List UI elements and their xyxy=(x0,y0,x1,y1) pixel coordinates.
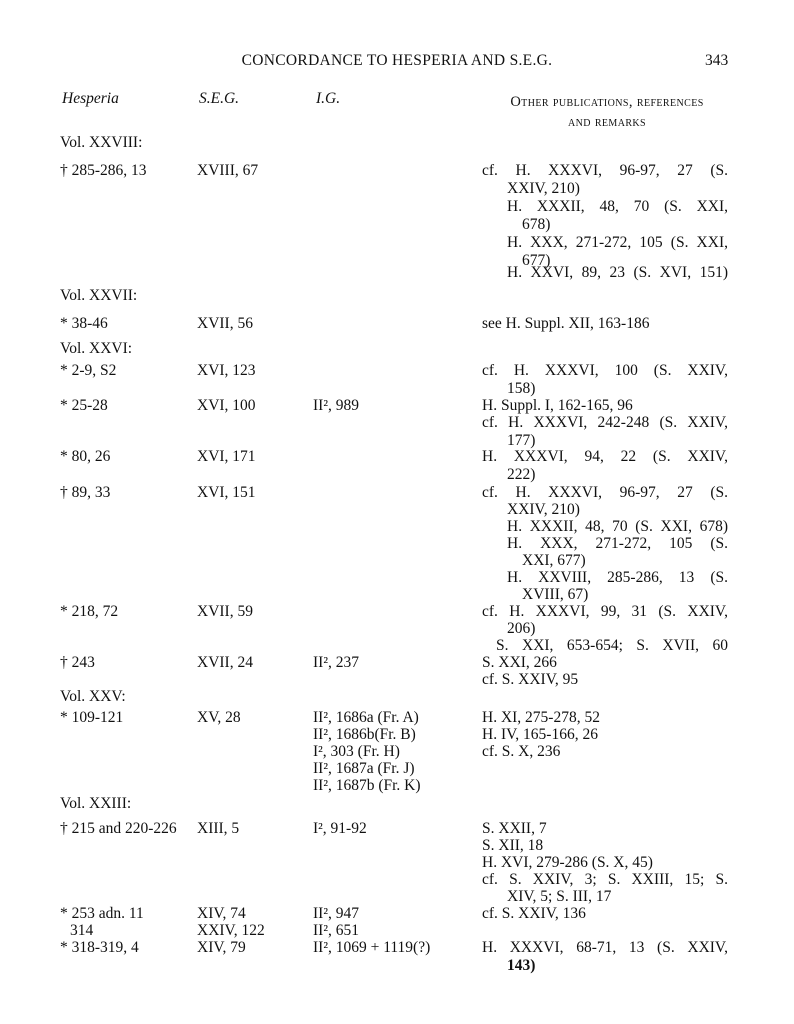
other-ref: cf. S. XXIV, 95 xyxy=(482,671,579,688)
hesperia-ref: * 25-28 xyxy=(60,397,108,414)
ig-ref: II², 1686b(Fr. B) xyxy=(313,726,416,743)
other-ref: H. XXXII, 48, 70 (S. XXI, xyxy=(507,198,728,215)
seg-ref: XIV, 79 xyxy=(197,939,246,956)
volume-heading: Vol. XXVIII: xyxy=(60,134,143,151)
other-ref: H. XXXII, 48, 70 (S. XXI, 678) xyxy=(507,518,728,535)
other-ref: H. XXVI, 89, 23 (S. XVI, 151) xyxy=(507,264,728,281)
other-ref: cf. H. XXXVI, 242-248 (S. XXIV, xyxy=(482,414,728,431)
other-ref: XIV, 5; S. III, 17 xyxy=(507,888,612,905)
column-header-seg: S.E.G. xyxy=(199,90,240,107)
other-ref: 678) xyxy=(522,216,551,233)
other-ref: XXI, 677) xyxy=(522,552,586,569)
seg-ref: XVI, 171 xyxy=(197,448,256,465)
seg-ref: XIII, 5 xyxy=(197,820,240,837)
hesperia-ref: † 285-286, 13 xyxy=(60,162,147,179)
ig-ref: II², 1687b (Fr. K) xyxy=(313,777,421,794)
ig-ref: I², 303 (Fr. H) xyxy=(313,743,400,760)
column-header-hesperia: Hesperia xyxy=(62,90,119,107)
ig-ref: II², 1069 + 1119(?) xyxy=(313,939,431,956)
other-ref: cf. H. XXXVI, 100 (S. XXIV, xyxy=(482,362,728,379)
column-header-ig: I.G. xyxy=(316,90,341,107)
volume-heading: Vol. XXVII: xyxy=(60,287,138,304)
hesperia-ref: * 80, 26 xyxy=(60,448,111,465)
seg-ref: XIV, 74 xyxy=(197,905,246,922)
other-ref: 143) xyxy=(507,957,536,974)
other-ref: S. XXII, 7 xyxy=(482,820,547,837)
ig-ref: II², 1687a (Fr. J) xyxy=(313,760,415,777)
other-ref: H. XXXVI, 94, 22 (S. XXIV, xyxy=(482,448,728,465)
ig-ref: II², 651 xyxy=(313,922,359,939)
seg-ref: XVI, 151 xyxy=(197,484,256,501)
other-ref: H. XXX, 271-272, 105 (S. xyxy=(507,535,728,552)
other-ref: see H. Suppl. XII, 163-186 xyxy=(482,315,650,332)
volume-heading: Vol. XXVI: xyxy=(60,340,133,357)
volume-heading: Vol. XXV: xyxy=(60,688,126,705)
seg-ref: XVII, 59 xyxy=(197,603,253,620)
other-ref: 158) xyxy=(507,380,536,397)
other-ref: XVIII, 67) xyxy=(522,586,589,603)
seg-ref: XVI, 100 xyxy=(197,397,256,414)
other-ref: 206) xyxy=(507,620,536,637)
other-ref: XXIV, 210) xyxy=(507,180,580,197)
seg-ref: XVII, 24 xyxy=(197,654,253,671)
other-ref: H. XXVIII, 285-286, 13 (S. xyxy=(507,569,728,586)
other-ref: S. XII, 18 xyxy=(482,837,544,854)
hesperia-ref: 314 xyxy=(70,922,94,939)
ig-ref: II², 1686a (Fr. A) xyxy=(313,709,419,726)
other-ref: cf. S. XXIV, 136 xyxy=(482,905,586,922)
running-title: CONCORDANCE TO HESPERIA AND S.E.G. xyxy=(241,52,553,69)
seg-ref: XVIII, 67 xyxy=(197,162,259,179)
seg-ref: XVII, 56 xyxy=(197,315,253,332)
other-ref: 177) xyxy=(507,432,536,449)
other-ref: S. XXI, 266 xyxy=(482,654,557,671)
other-ref: H. XVI, 279-286 (S. X, 45) xyxy=(482,854,653,871)
other-ref: XXIV, 210) xyxy=(507,501,580,518)
seg-ref: XVI, 123 xyxy=(197,362,256,379)
hesperia-ref: * 38-46 xyxy=(60,315,108,332)
ig-ref: I², 91-92 xyxy=(313,820,367,837)
seg-ref: XV, 28 xyxy=(197,709,241,726)
other-ref: 222) xyxy=(507,466,536,483)
hesperia-ref: † 243 xyxy=(60,654,95,671)
ig-ref: II², 947 xyxy=(313,905,359,922)
other-ref: H. XI, 275-278, 52 xyxy=(482,709,600,726)
other-ref: cf. S. X, 236 xyxy=(482,743,561,760)
page-number: 343 xyxy=(705,52,729,69)
column-header-other xyxy=(486,92,728,132)
ig-ref: II², 989 xyxy=(313,397,359,414)
other-ref: S. XXI, 653-654; S. XVII, 60 xyxy=(496,637,728,654)
hesperia-ref: * 318-319, 4 xyxy=(60,939,139,956)
column-header-other-line2: and remarks xyxy=(567,114,647,130)
hesperia-ref: * 253 adn. 11 xyxy=(60,905,144,922)
other-ref: 677) xyxy=(522,252,551,269)
other-ref: cf. H. XXXVI, 96-97, 27 (S. xyxy=(482,162,728,179)
hesperia-ref: † 89, 33 xyxy=(60,484,111,501)
ig-ref: II², 237 xyxy=(313,654,359,671)
volume-heading: Vol. XXIII: xyxy=(60,795,132,812)
seg-ref: XXIV, 122 xyxy=(197,922,265,939)
other-ref: H. Suppl. I, 162-165, 96 xyxy=(482,397,633,414)
hesperia-ref: * 2-9, S2 xyxy=(60,362,117,379)
other-ref: H. IV, 165-166, 26 xyxy=(482,726,598,743)
other-ref: cf. H. XXXVI, 96-97, 27 (S. xyxy=(482,484,728,501)
other-ref: cf. S. XXIV, 3; S. XXIII, 15; S. xyxy=(482,871,728,888)
hesperia-ref: * 109-121 xyxy=(60,709,124,726)
column-header-other-line1: Other publications, references xyxy=(510,94,704,110)
other-ref: cf. H. XXXVI, 99, 31 (S. XXIV, xyxy=(482,603,728,620)
hesperia-ref: * 218, 72 xyxy=(60,603,119,620)
hesperia-ref: † 215 and 220-226 xyxy=(60,820,177,837)
other-ref: H. XXX, 271-272, 105 (S. XXI, xyxy=(507,234,728,251)
other-ref: H. XXXVI, 68-71, 13 (S. XXIV, xyxy=(482,939,728,956)
